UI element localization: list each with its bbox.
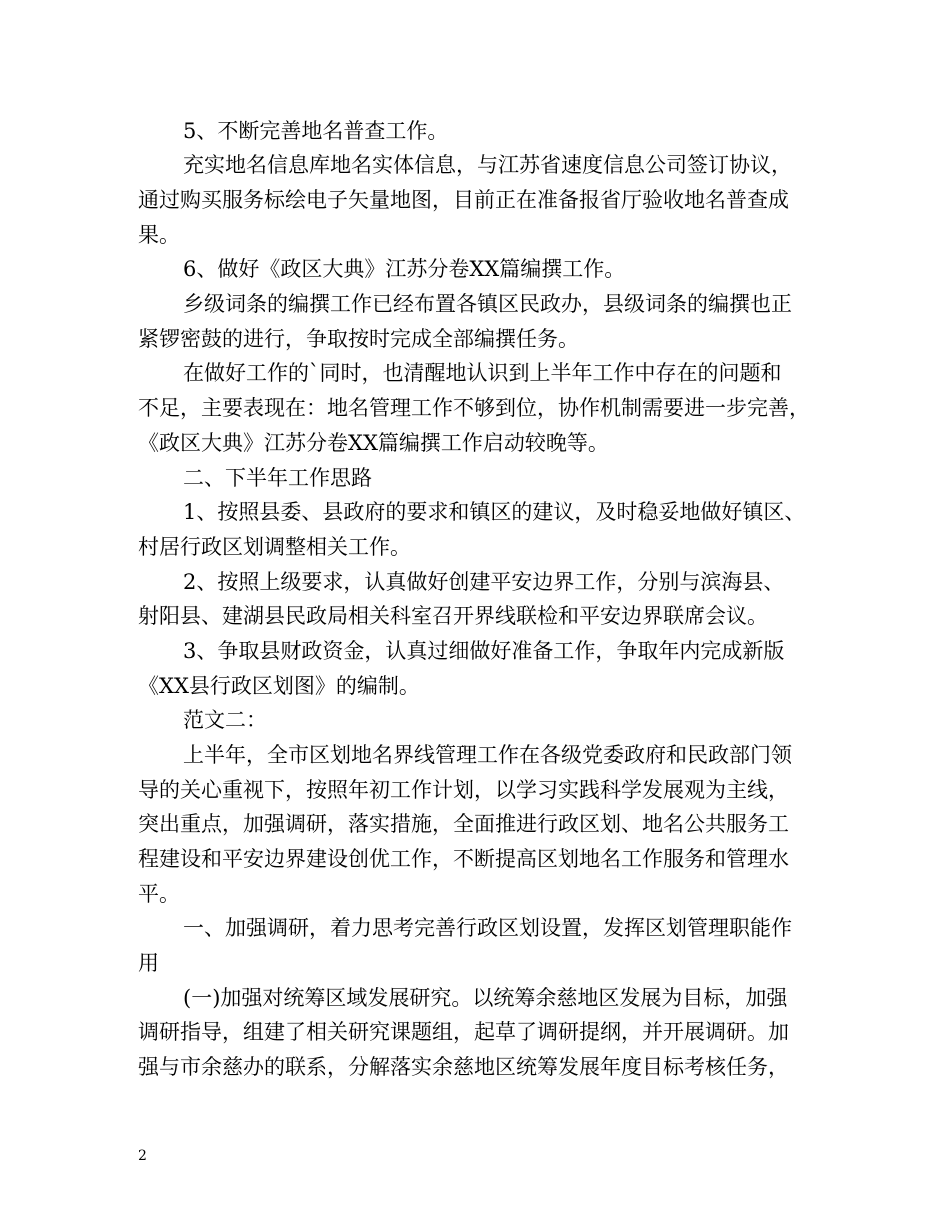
text-line: 1、按照县委、县政府的要求和镇区的建议，及时稳妥地做好镇区、 — [183, 500, 806, 524]
text-line: 不足，主要表现在：地名管理工作不够到位，协作机制需要进一步完善， — [138, 396, 810, 420]
text-line: 突出重点，加强调研，落实措施，全面推进行政区划、地名公共服务工 — [138, 812, 789, 836]
text-line: 6、做好《政区大典》江苏分卷XX篇编撰工作。 — [183, 257, 626, 281]
text-line: 通过购买服务标绘电子矢量地图，目前正在准备报省厅验收地名普查成 — [138, 188, 789, 212]
text-line: 导的关心重视下，按照年初工作计划，以学习实践科学发展观为主线， — [138, 778, 789, 802]
text-line: 二、下半年工作思路 — [183, 466, 372, 490]
text-line: 强与市余慈办的联系，分解落实余慈地区统筹发展年度目标考核任务， — [138, 1055, 789, 1079]
text-line: 充实地名信息库地名实体信息，与江苏省速度信息公司签订协议， — [183, 153, 792, 177]
text-line: 平。 — [138, 882, 180, 906]
text-line: 在做好工作的`同时，也清醒地认识到上半年工作中存在的问题和 — [183, 361, 782, 385]
text-line: 用 — [138, 951, 159, 975]
text-line: 范文二： — [183, 708, 267, 732]
text-line: 上半年，全市区划地名界线管理工作在各级党委政府和民政部门领 — [183, 743, 792, 767]
text-line: 程建设和平安边界建设创优工作，不断提高区划地名工作服务和管理水 — [138, 847, 789, 871]
text-line: 射阳县、建湖县民政局相关科室召开界线联检和平安边界联席会议。 — [138, 604, 768, 628]
text-line: (一)加强对统筹区域发展研究。以统筹余慈地区发展为目标，加强 — [183, 986, 788, 1010]
text-line: 村居行政区划调整相关工作。 — [138, 535, 411, 559]
text-line: 《XX县行政区划图》的编制。 — [138, 674, 420, 698]
text-line: 2、按照上级要求，认真做好创建平安边界工作，分别与滨海县、 — [183, 570, 785, 594]
text-line: 5、不断完善地名普查工作。 — [183, 119, 449, 143]
page-number: 2 — [138, 1148, 147, 1164]
text-line: 一、加强调研，着力思考完善行政区划设置，发挥区划管理职能作 — [183, 916, 792, 940]
text-line: 紧锣密鼓的进行，争取按时完成全部编撰任务。 — [138, 327, 579, 351]
text-line: 果。 — [138, 223, 180, 247]
text-line: 《政区大典》江苏分卷XX篇编撰工作启动较晚等。 — [138, 431, 609, 455]
text-line: 调研指导，组建了相关研究课题组，起草了调研提纲，并开展调研。加 — [138, 1020, 789, 1044]
text-line: 乡级词条的编撰工作已经布置各镇区民政办，县级词条的编撰也正 — [183, 292, 792, 316]
text-line: 3、争取县财政资金，认真过细做好准备工作，争取年内完成新版 — [183, 639, 785, 663]
